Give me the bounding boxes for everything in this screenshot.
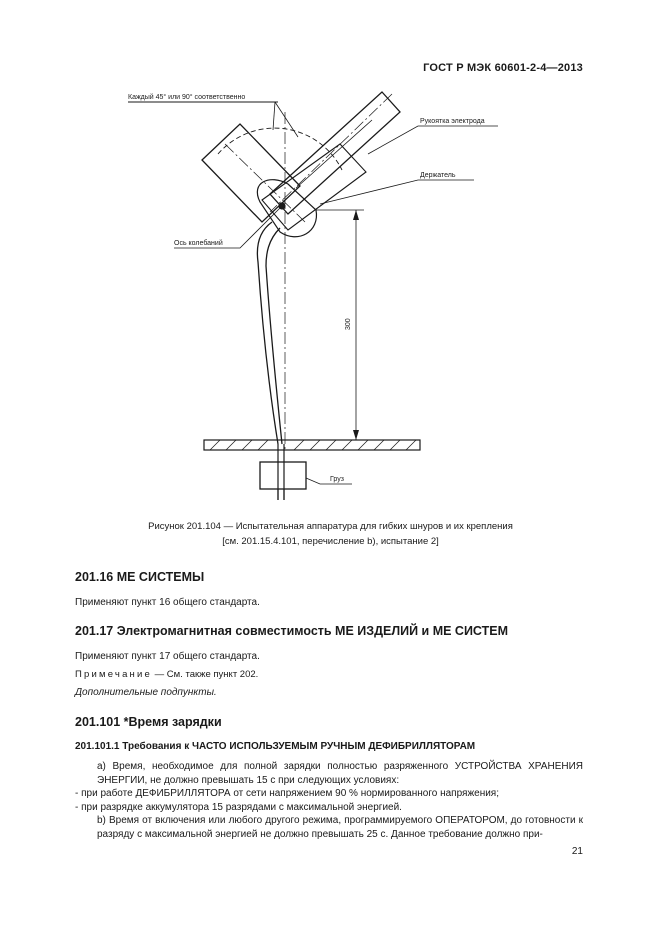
label-weight: Груз [330, 476, 344, 483]
heading-201-17: 201.17 Электромагнитная совместимость МЕ ИЗДЕЛИЙ и МЕ СИСТЕМ [75, 624, 509, 638]
flexible-cord-left [257, 222, 278, 444]
test-apparatus-figure [120, 82, 540, 512]
angle-arrow-right [275, 102, 298, 137]
label-dimension: 300 [345, 318, 352, 330]
weight-block [260, 462, 306, 489]
bullet-2: - при разрядке аккумулятора 15 разрядами с максимальной энергией. [75, 801, 402, 813]
note-label: Примечание [75, 669, 152, 680]
dimension-arrow-bottom [353, 430, 359, 440]
body-201-101-1 [75, 760, 583, 841]
table-hatching [210, 440, 416, 450]
flexible-cord-right [266, 228, 282, 444]
dimension-arrow-top [353, 210, 359, 220]
angle-arrow-left [273, 102, 275, 130]
bullet-1: - при работе ДЕФИБРИЛЛЯТОРА от сети напряжением 90 % нормированного напряжения; [75, 788, 499, 799]
caption-line-2: [см. 201.15.4.101, перечисление b), испытание 2] [222, 536, 439, 547]
heading-201-16: 201.16 МЕ СИСТЕМЫ [75, 570, 205, 584]
caption-line-1: Рисунок 201.104 — Испытательная аппаратура для гибких шнуров и их крепления [148, 521, 513, 532]
heading-201-101: 201.101 *Время зарядки [75, 715, 222, 729]
leader-holder [320, 180, 474, 204]
note-201-17 [75, 668, 583, 681]
leader-electrode-handle [368, 126, 498, 154]
page-number: 21 [571, 846, 583, 857]
para-b: b) Время от включения или любого другого режима, программируемого ОПЕРАТОРОМ, до готовности к разряду с максимальной энергией не должно превышать 25 с. Данное требование должно при- [97, 815, 583, 840]
label-angle-note: Каждый 45° или 90° соответственно [128, 94, 246, 101]
label-electrode-handle: Рукоятка электрода [420, 118, 485, 125]
document-code: ГОСТ Р МЭК 60601-2-4—2013 [423, 62, 583, 74]
table-top [204, 440, 420, 450]
label-holder: Держатель [420, 172, 456, 179]
figure-caption [0, 519, 661, 549]
figure-drawing [120, 82, 540, 512]
label-oscillation-axis: Ось колебаний [174, 240, 223, 247]
text-201-16: Применяют пункт 16 общего стандарта. [75, 597, 260, 608]
para-a: а) Время, необходимое для полной зарядки полностью разряженного УСТРОЙСТВА ХРАНЕНИЯ ЭНЕРГИИ, не должно превышать 15 с при следующих условиях: [97, 761, 583, 786]
additional-subclauses: Дополнительные подпункты. [75, 687, 217, 698]
axis-line-right [270, 94, 392, 212]
note-text: — См. также пункт 202. [154, 669, 259, 680]
leader-weight [306, 478, 352, 484]
electrode-handle-inner [296, 120, 372, 188]
subheading-201-101-1: 201.101.1 Требования к ЧАСТО ИСПОЛЬЗУЕМЫМ РУЧНЫМ ДЕФИБРИЛЛЯТОРАМ [75, 741, 476, 752]
text-201-17: Применяют пункт 17 общего стандарта. [75, 651, 260, 662]
